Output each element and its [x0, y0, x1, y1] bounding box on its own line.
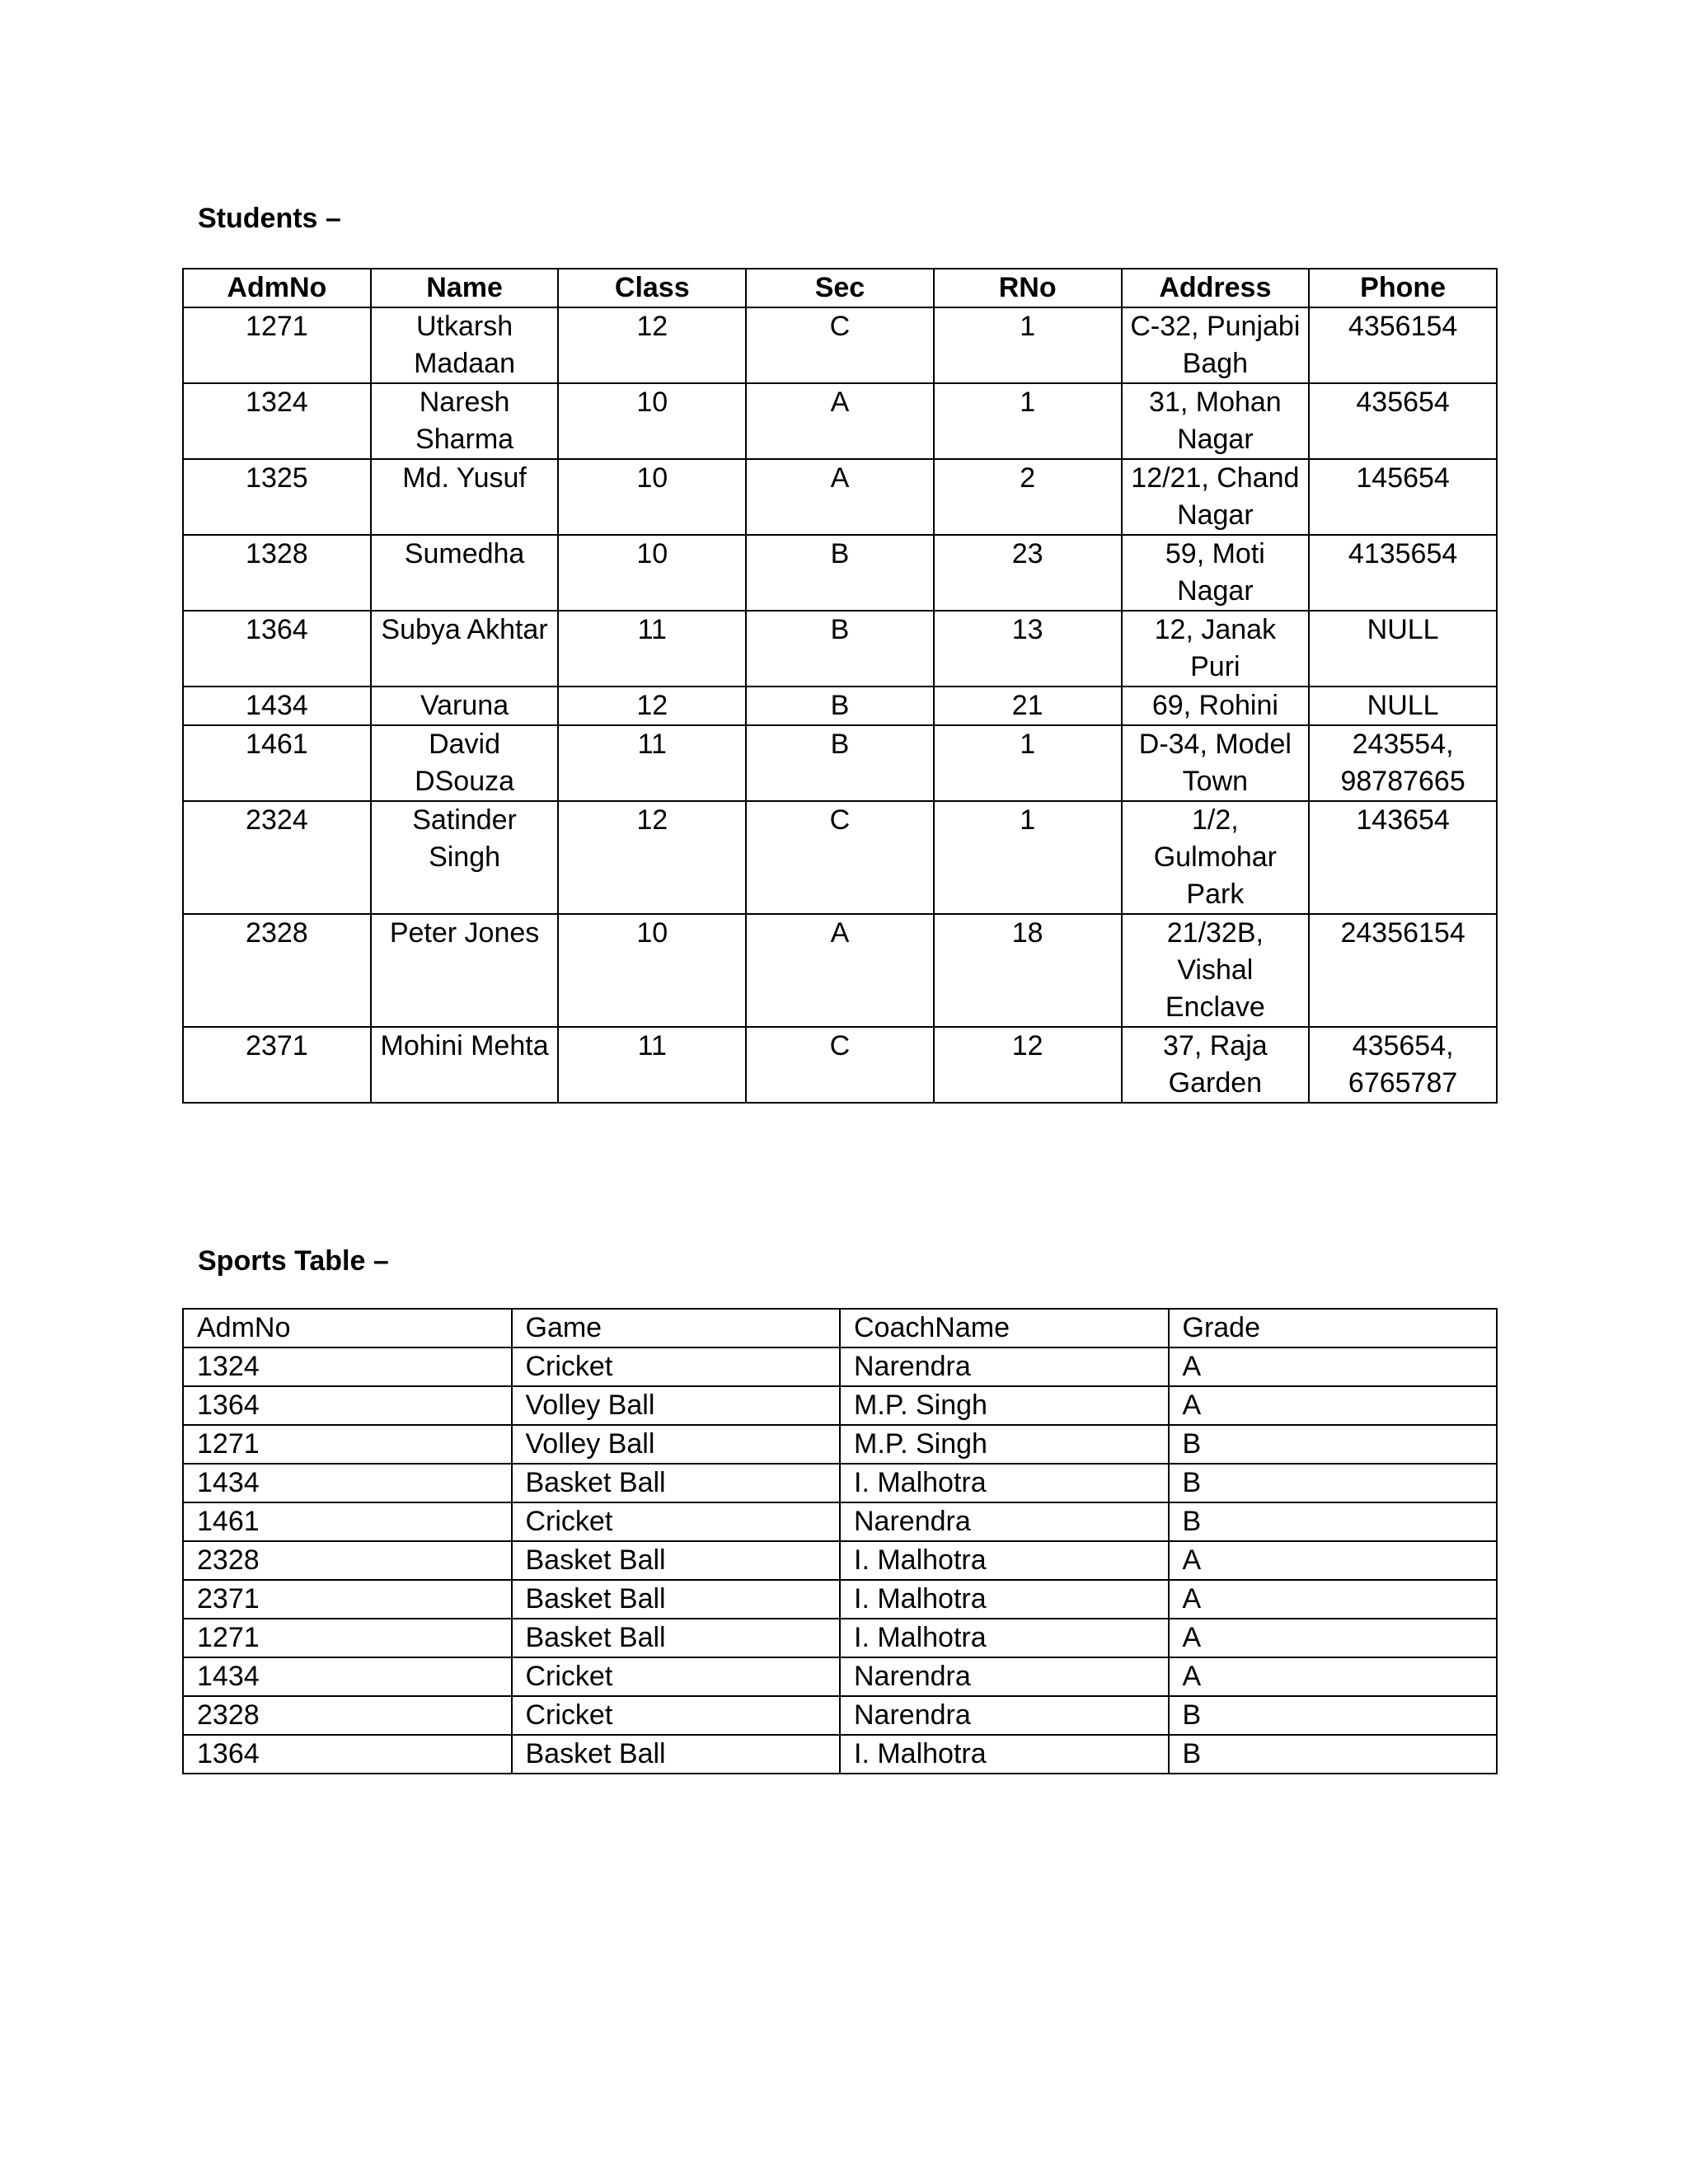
- students-cell-admno: 1328: [183, 535, 371, 611]
- students-cell-admno: 2371: [183, 1027, 371, 1103]
- students-cell-class: 12: [558, 687, 746, 725]
- students-header-name: Name: [371, 269, 559, 307]
- sports-table: [182, 1308, 1498, 1774]
- students-header-phone: Phone: [1309, 269, 1497, 307]
- students-cell-class: 10: [558, 535, 746, 611]
- students-row: [183, 1027, 1497, 1103]
- students-header-row: [183, 269, 1497, 307]
- students-cell-admno: 1461: [183, 725, 371, 801]
- students-cell-admno: 2324: [183, 801, 371, 914]
- students-cell-address: 37, Raja Garden: [1122, 1027, 1310, 1103]
- sports-cell-game: Cricket: [512, 1657, 841, 1696]
- sports-cell-grade: A: [1169, 1657, 1498, 1696]
- students-cell-sec: C: [746, 307, 934, 383]
- students-body: [183, 307, 1497, 1103]
- sports-row: [183, 1735, 1497, 1774]
- students-header-rno: RNo: [934, 269, 1122, 307]
- students-cell-rno: 1: [934, 725, 1122, 801]
- students-cell-sec: A: [746, 459, 934, 535]
- students-header-class: Class: [558, 269, 746, 307]
- students-cell-phone: 243554, 98787665: [1309, 725, 1497, 801]
- sports-title: Sports Table –: [198, 1245, 389, 1277]
- students-cell-rno: 18: [934, 914, 1122, 1027]
- sports-cell-admno: 1461: [183, 1502, 512, 1541]
- students-cell-rno: 1: [934, 801, 1122, 914]
- sports-cell-coachname: I. Malhotra: [840, 1464, 1169, 1502]
- sports-cell-grade: B: [1169, 1502, 1498, 1541]
- students-cell-phone: 24356154: [1309, 914, 1497, 1027]
- sports-cell-coachname: M.P. Singh: [840, 1386, 1169, 1425]
- students-cell-sec: B: [746, 611, 934, 687]
- sports-row: [183, 1580, 1497, 1619]
- students-cell-sec: B: [746, 725, 934, 801]
- sports-cell-game: Basket Ball: [512, 1619, 841, 1657]
- sports-row: [183, 1619, 1497, 1657]
- sports-row: [183, 1657, 1497, 1696]
- sports-cell-admno: 1364: [183, 1735, 512, 1774]
- students-table: [182, 268, 1498, 1104]
- students-row: [183, 459, 1497, 535]
- students-row: [183, 307, 1497, 383]
- sports-cell-admno: 1434: [183, 1657, 512, 1696]
- students-row: [183, 535, 1497, 611]
- students-cell-phone: 435654: [1309, 383, 1497, 459]
- sports-cell-admno: 1434: [183, 1464, 512, 1502]
- students-header-sec: Sec: [746, 269, 934, 307]
- students-cell-sec: A: [746, 914, 934, 1027]
- sports-cell-game: Cricket: [512, 1347, 841, 1386]
- students-cell-admno: 2328: [183, 914, 371, 1027]
- sports-row: [183, 1696, 1497, 1735]
- students-cell-address: 59, Moti Nagar: [1122, 535, 1310, 611]
- students-cell-name: Utkarsh Madaan: [371, 307, 559, 383]
- sports-cell-grade: B: [1169, 1696, 1498, 1735]
- sports-row: [183, 1502, 1497, 1541]
- students-cell-class: 11: [558, 1027, 746, 1103]
- students-row: [183, 611, 1497, 687]
- sports-row: [183, 1347, 1497, 1386]
- sports-cell-coachname: M.P. Singh: [840, 1425, 1169, 1464]
- students-cell-rno: 12: [934, 1027, 1122, 1103]
- students-cell-name: Varuna: [371, 687, 559, 725]
- students-cell-class: 10: [558, 383, 746, 459]
- students-cell-name: David DSouza: [371, 725, 559, 801]
- students-cell-name: Sumedha: [371, 535, 559, 611]
- students-header-address: Address: [1122, 269, 1310, 307]
- sports-cell-admno: 2371: [183, 1580, 512, 1619]
- sports-header-admno: AdmNo: [183, 1309, 512, 1347]
- sports-header-row: [183, 1309, 1497, 1347]
- students-cell-name: Subya Akhtar: [371, 611, 559, 687]
- sports-cell-admno: 1364: [183, 1386, 512, 1425]
- sports-cell-grade: B: [1169, 1425, 1498, 1464]
- students-cell-admno: 1364: [183, 611, 371, 687]
- students-cell-class: 11: [558, 725, 746, 801]
- students-row: [183, 687, 1497, 725]
- sports-cell-game: Basket Ball: [512, 1580, 841, 1619]
- students-cell-class: 12: [558, 801, 746, 914]
- sports-cell-game: Volley Ball: [512, 1425, 841, 1464]
- students-cell-admno: 1325: [183, 459, 371, 535]
- students-cell-name: Satinder Singh: [371, 801, 559, 914]
- sports-row: [183, 1386, 1497, 1425]
- students-cell-phone: 145654: [1309, 459, 1497, 535]
- students-cell-name: Naresh Sharma: [371, 383, 559, 459]
- students-cell-address: 69, Rohini: [1122, 687, 1310, 725]
- sports-cell-coachname: Narendra: [840, 1657, 1169, 1696]
- students-cell-class: 10: [558, 459, 746, 535]
- students-cell-name: Peter Jones: [371, 914, 559, 1027]
- students-cell-rno: 1: [934, 307, 1122, 383]
- students-cell-address: C-32, Punjabi Bagh: [1122, 307, 1310, 383]
- sports-cell-game: Basket Ball: [512, 1464, 841, 1502]
- sports-cell-coachname: Narendra: [840, 1347, 1169, 1386]
- students-row: [183, 725, 1497, 801]
- sports-header-coachname: CoachName: [840, 1309, 1169, 1347]
- students-cell-address: 1/2, Gulmohar Park: [1122, 801, 1310, 914]
- sports-cell-game: Basket Ball: [512, 1735, 841, 1774]
- students-cell-phone: 4135654: [1309, 535, 1497, 611]
- sports-row: [183, 1464, 1497, 1502]
- sports-cell-coachname: Narendra: [840, 1696, 1169, 1735]
- sports-cell-coachname: I. Malhotra: [840, 1580, 1169, 1619]
- students-row: [183, 914, 1497, 1027]
- sports-cell-grade: B: [1169, 1735, 1498, 1774]
- sports-cell-admno: 1271: [183, 1619, 512, 1657]
- students-title: Students –: [198, 203, 341, 234]
- sports-header-game: Game: [512, 1309, 841, 1347]
- students-cell-phone: 4356154: [1309, 307, 1497, 383]
- students-cell-admno: 1324: [183, 383, 371, 459]
- students-cell-rno: 23: [934, 535, 1122, 611]
- students-cell-phone: NULL: [1309, 611, 1497, 687]
- students-row: [183, 383, 1497, 459]
- students-cell-admno: 1271: [183, 307, 371, 383]
- students-cell-sec: A: [746, 383, 934, 459]
- sports-row: [183, 1425, 1497, 1464]
- students-cell-class: 12: [558, 307, 746, 383]
- students-header-admno: AdmNo: [183, 269, 371, 307]
- students-cell-class: 11: [558, 611, 746, 687]
- students-cell-class: 10: [558, 914, 746, 1027]
- students-cell-sec: B: [746, 535, 934, 611]
- students-cell-phone: 435654, 6765787: [1309, 1027, 1497, 1103]
- sports-body: [183, 1347, 1497, 1774]
- sports-cell-grade: A: [1169, 1619, 1498, 1657]
- students-cell-address: 12, Janak Puri: [1122, 611, 1310, 687]
- students-cell-phone: NULL: [1309, 687, 1497, 725]
- students-cell-rno: 2: [934, 459, 1122, 535]
- students-cell-sec: B: [746, 687, 934, 725]
- sports-cell-game: Cricket: [512, 1696, 841, 1735]
- students-cell-name: Mohini Mehta: [371, 1027, 559, 1103]
- students-cell-admno: 1434: [183, 687, 371, 725]
- sports-cell-grade: A: [1169, 1347, 1498, 1386]
- sports-cell-admno: 2328: [183, 1696, 512, 1735]
- sports-cell-admno: 1271: [183, 1425, 512, 1464]
- students-cell-address: D-34, Model Town: [1122, 725, 1310, 801]
- students-cell-phone: 143654: [1309, 801, 1497, 914]
- sports-cell-grade: A: [1169, 1386, 1498, 1425]
- students-cell-address: 31, Mohan Nagar: [1122, 383, 1310, 459]
- sports-row: [183, 1541, 1497, 1580]
- students-cell-rno: 13: [934, 611, 1122, 687]
- students-row: [183, 801, 1497, 914]
- sports-cell-game: Cricket: [512, 1502, 841, 1541]
- sports-cell-coachname: I. Malhotra: [840, 1541, 1169, 1580]
- sports-cell-coachname: I. Malhotra: [840, 1619, 1169, 1657]
- students-cell-sec: C: [746, 801, 934, 914]
- students-cell-rno: 1: [934, 383, 1122, 459]
- students-cell-name: Md. Yusuf: [371, 459, 559, 535]
- sports-cell-grade: B: [1169, 1464, 1498, 1502]
- sports-cell-grade: A: [1169, 1580, 1498, 1619]
- sports-cell-coachname: I. Malhotra: [840, 1735, 1169, 1774]
- sports-cell-game: Basket Ball: [512, 1541, 841, 1580]
- students-cell-sec: C: [746, 1027, 934, 1103]
- sports-header-grade: Grade: [1169, 1309, 1498, 1347]
- students-cell-address: 21/32B, Vishal Enclave: [1122, 914, 1310, 1027]
- students-cell-address: 12/21, Chand Nagar: [1122, 459, 1310, 535]
- students-cell-rno: 21: [934, 687, 1122, 725]
- sports-cell-admno: 2328: [183, 1541, 512, 1580]
- sports-cell-coachname: Narendra: [840, 1502, 1169, 1541]
- sports-cell-game: Volley Ball: [512, 1386, 841, 1425]
- sports-cell-admno: 1324: [183, 1347, 512, 1386]
- sports-cell-grade: A: [1169, 1541, 1498, 1580]
